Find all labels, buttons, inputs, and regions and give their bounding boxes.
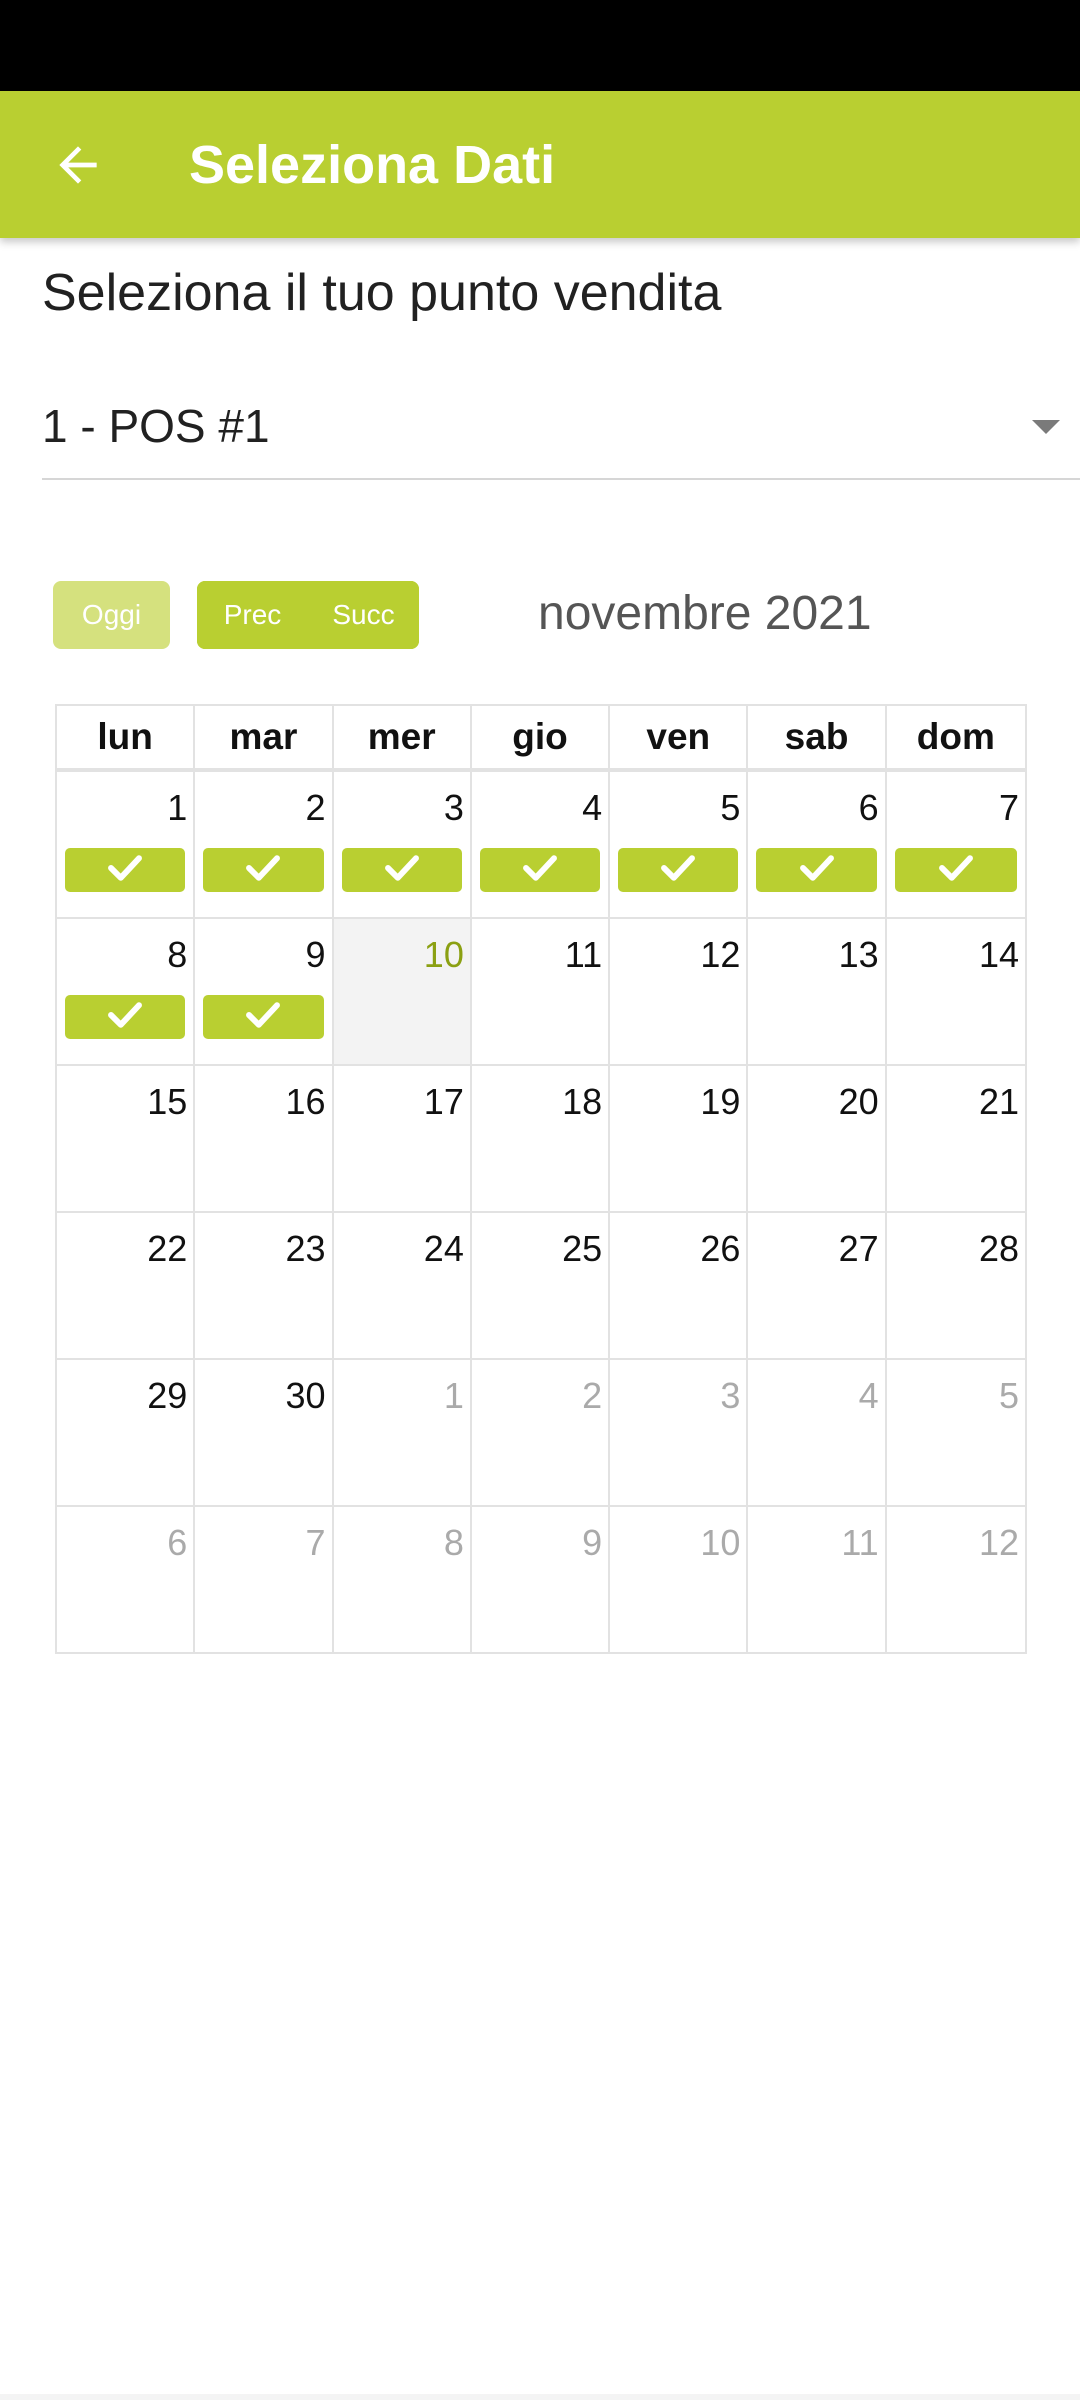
calendar-day-today[interactable] [334,919,472,1064]
calendar-week [57,770,1025,917]
page-title: Seleziona Dati [189,135,556,195]
calendar-day[interactable] [334,1360,472,1505]
weekday-header: dom [916,716,995,757]
day-number: 5 [998,1375,1019,1416]
day-number: 2 [305,787,326,828]
weekday-header: lun [57,706,195,768]
day-number: 28 [978,1228,1019,1269]
calendar-day[interactable] [472,919,610,1064]
day-number: 9 [582,1522,603,1563]
calendar-day[interactable] [610,1066,748,1211]
store-label: Seleziona il tuo punto vendita [42,264,722,322]
calendar-day[interactable] [472,1213,610,1358]
day-number: 10 [423,934,464,975]
calendar-day[interactable] [334,1213,472,1358]
calendar-day[interactable] [57,772,195,917]
calendar-day[interactable] [748,1213,886,1358]
calendar-week [57,917,1025,1064]
day-number: 11 [564,934,603,975]
day-number: 6 [167,1522,188,1563]
day-number: 26 [700,1228,741,1269]
calendar-day[interactable] [195,772,333,917]
calendar-day[interactable] [887,1213,1025,1358]
day-number: 12 [978,1522,1019,1563]
event-marker[interactable] [895,848,1017,892]
calendar-day[interactable] [57,1507,195,1652]
calendar-day[interactable] [195,919,333,1064]
event-marker[interactable] [480,848,600,892]
day-number: 11 [841,1522,879,1563]
event-marker[interactable] [342,848,462,892]
day-number: 3 [720,1375,741,1416]
day-number: 14 [978,934,1019,975]
today-button[interactable]: Oggi [53,581,170,649]
day-number: 21 [978,1081,1019,1122]
day-number: 3 [443,787,464,828]
calendar-day[interactable] [195,1066,333,1211]
store-select[interactable] [42,386,1080,480]
calendar-day[interactable] [887,1360,1025,1505]
calendar-day[interactable] [748,1066,886,1211]
dropdown-arrow-icon [1032,420,1060,434]
day-number: 12 [700,934,741,975]
day-number: 1 [167,787,188,828]
calendar-day[interactable] [57,1213,195,1358]
weekday-header: ven [610,706,748,768]
calendar-day[interactable] [472,1066,610,1211]
calendar-header [55,704,1027,768]
event-marker[interactable] [203,848,323,892]
event-marker[interactable] [618,848,738,892]
day-number: 13 [838,934,879,975]
calendar-day[interactable] [472,772,610,917]
check-icon [246,854,280,887]
calendar-day[interactable] [610,1213,748,1358]
day-number: 24 [423,1228,464,1269]
status-bar [0,0,1080,91]
store-select-value: 1 - POS #1 [42,400,270,452]
calendar-week [57,1064,1025,1211]
calendar-day[interactable] [748,1507,886,1652]
day-number: 4 [858,1375,879,1416]
day-number: 7 [998,787,1019,828]
day-number: 16 [285,1081,326,1122]
day-number: 9 [305,934,326,975]
weekday-header: gio [472,706,610,768]
event-marker[interactable] [65,848,185,892]
calendar-day[interactable] [334,1507,472,1652]
day-number: 18 [562,1081,603,1122]
calendar-day[interactable] [748,919,886,1064]
calendar-week [57,1505,1025,1652]
calendar-week [57,1211,1025,1358]
calendar-day[interactable] [472,1507,610,1652]
check-icon [246,1001,280,1034]
calendar-day[interactable] [610,1360,748,1505]
app-bar [0,91,1080,238]
arrow-left-icon [50,137,106,193]
day-number: 25 [562,1228,603,1269]
event-marker[interactable] [756,848,876,892]
calendar-day[interactable] [195,1360,333,1505]
calendar-day[interactable] [472,1360,610,1505]
nav-button-group [197,581,419,649]
day-number: 1 [443,1375,464,1416]
back-button[interactable] [32,119,124,211]
day-number: 23 [285,1228,326,1269]
event-marker[interactable] [203,995,323,1039]
day-number: 20 [838,1081,879,1122]
calendar-day[interactable] [887,919,1025,1064]
day-number: 2 [582,1375,603,1416]
calendar-day[interactable] [334,1066,472,1211]
check-icon [108,854,142,887]
day-number: 30 [285,1375,326,1416]
weekday-header: mer [334,706,472,768]
calendar-day[interactable] [887,1507,1025,1652]
calendar [55,704,1027,1654]
check-icon [661,854,695,887]
month-title: novembre 2021 [538,587,872,640]
day-number: 6 [858,787,879,828]
day-number: 17 [423,1081,464,1122]
calendar-grid [55,768,1027,1654]
day-number: 7 [305,1522,326,1563]
calendar-day[interactable] [57,1360,195,1505]
day-number: 5 [720,787,741,828]
calendar-day[interactable] [57,919,195,1064]
calendar-day[interactable] [610,919,748,1064]
weekday-header: mar [195,706,333,768]
next-button[interactable]: Succ [308,581,419,649]
day-number: 19 [700,1081,741,1122]
calendar-day[interactable] [57,1066,195,1211]
calendar-day[interactable] [195,1213,333,1358]
weekday-header: sab [748,706,886,768]
day-number: 10 [700,1522,741,1563]
calendar-day[interactable] [748,772,886,917]
prev-button[interactable]: Prec [197,581,308,649]
calendar-week [57,1358,1025,1505]
calendar-day[interactable] [334,772,472,917]
day-number: 15 [147,1081,188,1122]
day-number: 29 [147,1375,188,1416]
calendar-day[interactable] [610,772,748,917]
calendar-day[interactable] [887,1066,1025,1211]
navigation-bar [0,2394,1080,2400]
day-number: 4 [582,787,603,828]
day-number: 8 [443,1522,464,1563]
calendar-day[interactable] [887,772,1025,917]
calendar-day[interactable] [195,1507,333,1652]
calendar-day[interactable] [748,1360,886,1505]
check-icon [385,854,419,887]
check-icon [800,854,834,887]
check-icon [108,1001,142,1034]
day-number: 8 [167,934,188,975]
check-icon [939,854,973,887]
event-marker[interactable] [65,995,185,1039]
check-icon [523,854,557,887]
calendar-day[interactable] [610,1507,748,1652]
day-number: 22 [147,1228,188,1269]
day-number: 27 [838,1228,879,1269]
